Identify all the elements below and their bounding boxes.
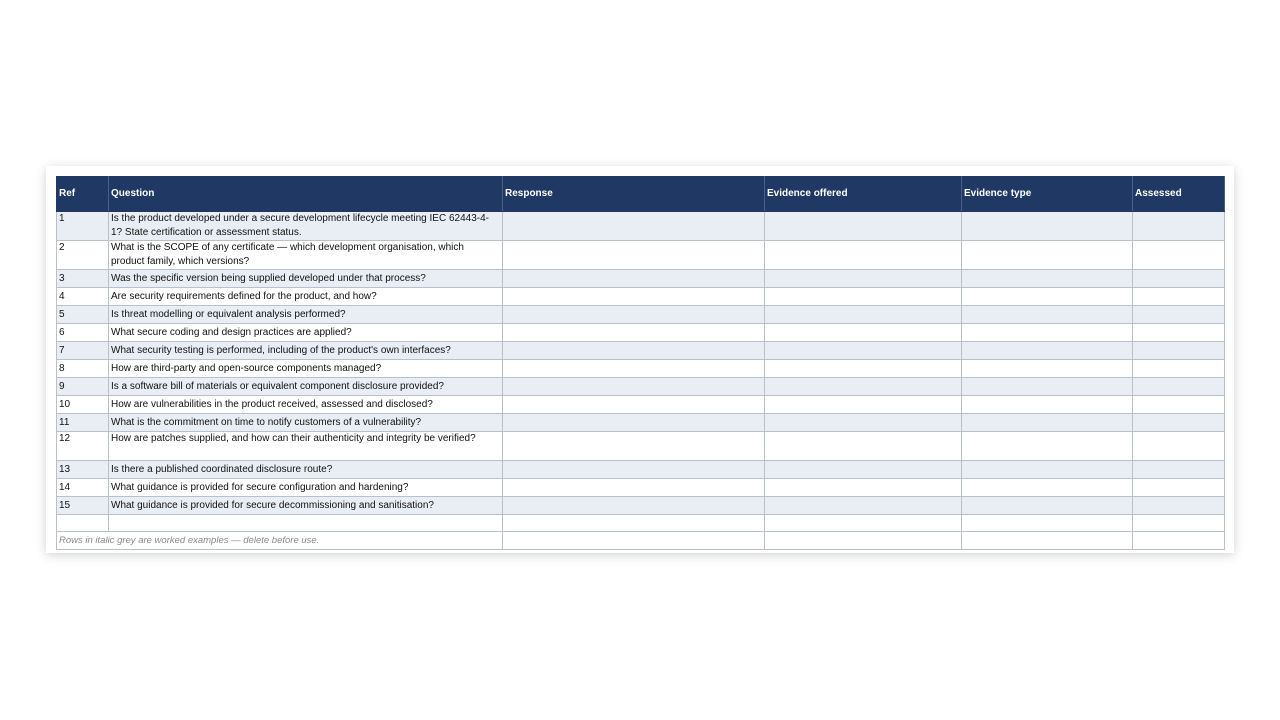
ref-cell[interactable]: 11	[57, 414, 109, 432]
evidence-offered-cell[interactable]	[765, 324, 962, 342]
evidence-type-cell[interactable]	[962, 270, 1133, 288]
response-cell[interactable]	[503, 396, 765, 414]
column-header-evidence-offered[interactable]: Evidence offered	[765, 177, 962, 212]
response-cell[interactable]	[503, 241, 765, 270]
table-cell[interactable]	[503, 532, 765, 550]
table-cell[interactable]	[962, 515, 1133, 532]
note-row	[57, 532, 1225, 550]
assessed-cell[interactable]	[1133, 241, 1225, 270]
ref-cell[interactable]: 15	[57, 497, 109, 515]
question-cell[interactable]: What is the commitment on time to notify customers of a vulnerability?	[109, 414, 503, 432]
ref-cell[interactable]: 10	[57, 396, 109, 414]
evidence-offered-cell[interactable]	[765, 212, 962, 241]
column-header-assessed[interactable]: Assessed	[1133, 177, 1225, 212]
ref-cell[interactable]: 8	[57, 360, 109, 378]
table-row	[57, 414, 1225, 432]
table-cell[interactable]	[1133, 515, 1225, 532]
evidence-type-cell[interactable]	[962, 461, 1133, 479]
ref-cell[interactable]: 12	[57, 432, 109, 461]
evidence-offered-cell[interactable]	[765, 360, 962, 378]
response-cell[interactable]	[503, 212, 765, 241]
table-row	[57, 396, 1225, 414]
response-cell[interactable]	[503, 461, 765, 479]
ref-cell[interactable]: 3	[57, 270, 109, 288]
table-cell[interactable]	[765, 532, 962, 550]
blank-row	[57, 515, 1225, 532]
evidence-offered-cell[interactable]	[765, 306, 962, 324]
assessed-cell[interactable]	[1133, 378, 1225, 396]
column-header-response[interactable]: Response	[503, 177, 765, 212]
table-row	[57, 360, 1225, 378]
evidence-offered-cell[interactable]	[765, 378, 962, 396]
table-row	[57, 497, 1225, 515]
table-row	[57, 461, 1225, 479]
response-cell[interactable]	[503, 360, 765, 378]
assessed-cell[interactable]	[1133, 396, 1225, 414]
spreadsheet-page	[46, 166, 1234, 553]
evidence-offered-cell[interactable]	[765, 432, 962, 461]
table-row	[57, 324, 1225, 342]
evidence-offered-cell[interactable]	[765, 241, 962, 270]
ref-cell[interactable]: 5	[57, 306, 109, 324]
assessed-cell[interactable]	[1133, 414, 1225, 432]
evidence-type-cell[interactable]	[962, 342, 1133, 360]
evidence-type-cell[interactable]	[962, 414, 1133, 432]
table-row	[57, 342, 1225, 360]
table-row	[57, 212, 1225, 241]
response-cell[interactable]	[503, 270, 765, 288]
table-row	[57, 378, 1225, 396]
table-row	[57, 270, 1225, 288]
question-cell[interactable]: Are security requirements defined for the product, and how?	[109, 288, 503, 306]
response-cell[interactable]	[503, 414, 765, 432]
evidence-offered-cell[interactable]	[765, 342, 962, 360]
response-cell[interactable]	[503, 479, 765, 497]
ref-cell[interactable]: 4	[57, 288, 109, 306]
questionnaire-table	[56, 176, 1225, 550]
evidence-type-cell[interactable]	[962, 378, 1133, 396]
question-cell[interactable]: What guidance is provided for secure configuration and hardening?	[109, 479, 503, 497]
question-cell[interactable]: How are third-party and open-source components managed?	[109, 360, 503, 378]
question-cell[interactable]: How are vulnerabilities in the product received, assessed and disclosed?	[109, 396, 503, 414]
assessed-cell[interactable]	[1133, 432, 1225, 461]
ref-cell[interactable]: 6	[57, 324, 109, 342]
table-row	[57, 288, 1225, 306]
evidence-type-cell[interactable]	[962, 497, 1133, 515]
column-header-ref[interactable]: Ref	[57, 177, 109, 212]
evidence-offered-cell[interactable]	[765, 270, 962, 288]
header-row	[57, 177, 1225, 212]
response-cell[interactable]	[503, 432, 765, 461]
assessed-cell[interactable]	[1133, 288, 1225, 306]
evidence-type-cell[interactable]	[962, 479, 1133, 497]
table-row	[57, 479, 1225, 497]
question-cell[interactable]: Is the product developed under a secure development lifecycle meeting IEC 62443-4-1? State certification or assessment status.	[109, 212, 503, 241]
table-row	[57, 241, 1225, 270]
question-cell[interactable]: Was the specific version being supplied developed under that process?	[109, 270, 503, 288]
assessed-cell[interactable]	[1133, 497, 1225, 515]
response-cell[interactable]	[503, 497, 765, 515]
evidence-type-cell[interactable]	[962, 241, 1133, 270]
assessed-cell[interactable]	[1133, 479, 1225, 497]
assessed-cell[interactable]	[1133, 324, 1225, 342]
assessed-cell[interactable]	[1133, 270, 1225, 288]
table-cell[interactable]	[765, 515, 962, 532]
assessed-cell[interactable]	[1133, 342, 1225, 360]
evidence-type-cell[interactable]	[962, 324, 1133, 342]
ref-cell[interactable]: 7	[57, 342, 109, 360]
evidence-type-cell[interactable]	[962, 432, 1133, 461]
evidence-type-cell[interactable]	[962, 396, 1133, 414]
evidence-offered-cell[interactable]	[765, 396, 962, 414]
assessed-cell[interactable]	[1133, 360, 1225, 378]
response-cell[interactable]	[503, 306, 765, 324]
evidence-type-cell[interactable]	[962, 360, 1133, 378]
ref-cell[interactable]: 1	[57, 212, 109, 241]
response-cell[interactable]	[503, 288, 765, 306]
ref-cell[interactable]: 14	[57, 479, 109, 497]
evidence-offered-cell[interactable]	[765, 497, 962, 515]
evidence-offered-cell[interactable]	[765, 461, 962, 479]
table-row	[57, 432, 1225, 461]
table-row	[57, 306, 1225, 324]
table-cell[interactable]	[57, 515, 109, 532]
worked-examples-note[interactable]: Rows in italic grey are worked examples — delete before use.	[57, 532, 503, 550]
question-cell[interactable]: Is there a published coordinated disclosure route?	[109, 461, 503, 479]
table-cell[interactable]	[503, 515, 765, 532]
evidence-type-cell[interactable]	[962, 212, 1133, 241]
column-header-evidence-type[interactable]: Evidence type	[962, 177, 1133, 212]
question-cell[interactable]: What secure coding and design practices are applied?	[109, 324, 503, 342]
question-cell[interactable]: What security testing is performed, including of the product's own interfaces?	[109, 342, 503, 360]
ref-cell[interactable]: 2	[57, 241, 109, 270]
column-header-question[interactable]: Question	[109, 177, 503, 212]
question-cell[interactable]: Is a software bill of materials or equivalent component disclosure provided?	[109, 378, 503, 396]
table-cell[interactable]	[1133, 532, 1225, 550]
response-cell[interactable]	[503, 342, 765, 360]
ref-cell[interactable]: 13	[57, 461, 109, 479]
question-cell[interactable]: What is the SCOPE of any certificate — which development organisation, which product family, which versions?	[109, 241, 503, 270]
question-cell[interactable]: How are patches supplied, and how can their authenticity and integrity be verified?	[109, 432, 503, 461]
ref-cell[interactable]: 9	[57, 378, 109, 396]
question-cell[interactable]: What guidance is provided for secure decommissioning and sanitisation?	[109, 497, 503, 515]
evidence-offered-cell[interactable]	[765, 479, 962, 497]
evidence-type-cell[interactable]	[962, 288, 1133, 306]
assessed-cell[interactable]	[1133, 461, 1225, 479]
assessed-cell[interactable]	[1133, 212, 1225, 241]
evidence-type-cell[interactable]	[962, 306, 1133, 324]
evidence-offered-cell[interactable]	[765, 414, 962, 432]
assessed-cell[interactable]	[1133, 306, 1225, 324]
table-cell[interactable]	[962, 532, 1133, 550]
response-cell[interactable]	[503, 324, 765, 342]
question-cell[interactable]: Is threat modelling or equivalent analysis performed?	[109, 306, 503, 324]
response-cell[interactable]	[503, 378, 765, 396]
table-cell[interactable]	[109, 515, 503, 532]
evidence-offered-cell[interactable]	[765, 288, 962, 306]
